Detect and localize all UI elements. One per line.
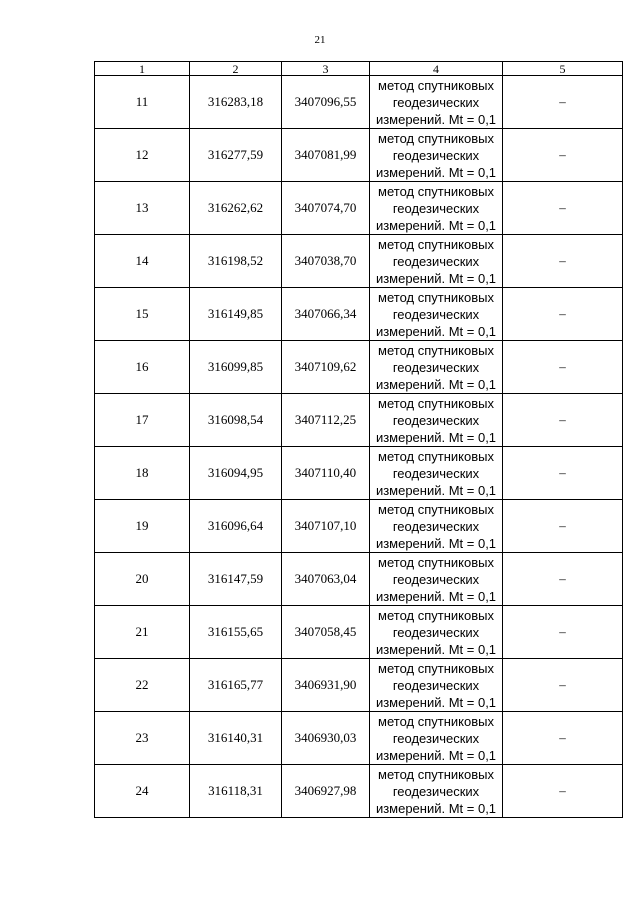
method-cell <box>370 606 503 659</box>
method-line: измерений. Mt = 0,1 <box>375 694 497 710</box>
note-cell: – <box>503 500 623 553</box>
table-row <box>95 288 623 341</box>
table-row <box>95 76 623 129</box>
y-coordinate-cell: 3407081,99 <box>282 129 370 182</box>
note-cell: – <box>503 712 623 765</box>
method-cell <box>370 500 503 553</box>
point-number-cell: 20 <box>95 553 190 606</box>
method-line: геодезических <box>392 465 480 481</box>
y-coordinate-cell: 3406931,90 <box>282 659 370 712</box>
point-number-cell: 18 <box>95 447 190 500</box>
note-cell: – <box>503 394 623 447</box>
column-header: 5 <box>503 62 623 76</box>
method-line: метод спутниковых <box>378 342 494 358</box>
table-header-row <box>95 62 623 76</box>
method-line: геодезических <box>392 147 480 163</box>
x-coordinate-cell: 316094,95 <box>190 447 282 500</box>
x-coordinate-cell: 316118,31 <box>190 765 282 818</box>
method-line: геодезических <box>392 200 480 216</box>
point-number-cell: 24 <box>95 765 190 818</box>
method-line: метод спутниковых <box>378 236 494 252</box>
note-cell: – <box>503 235 623 288</box>
x-coordinate-cell: 316149,85 <box>190 288 282 341</box>
point-number-cell: 16 <box>95 341 190 394</box>
x-coordinate-cell: 316198,52 <box>190 235 282 288</box>
method-line: измерений. Mt = 0,1 <box>375 535 497 551</box>
y-coordinate-cell: 3406927,98 <box>282 765 370 818</box>
table-row <box>95 447 623 500</box>
column-header: 1 <box>95 62 190 76</box>
column-header: 4 <box>370 62 503 76</box>
method-line: метод спутниковых <box>378 77 494 93</box>
x-coordinate-cell: 316140,31 <box>190 712 282 765</box>
x-coordinate-cell: 316277,59 <box>190 129 282 182</box>
coordinates-table <box>94 61 623 818</box>
method-line: измерений. Mt = 0,1 <box>375 482 497 498</box>
column-header: 2 <box>190 62 282 76</box>
method-line: геодезических <box>392 306 480 322</box>
x-coordinate-cell: 316096,64 <box>190 500 282 553</box>
method-line: геодезических <box>392 94 480 110</box>
note-cell: – <box>503 606 623 659</box>
method-line: измерений. Mt = 0,1 <box>375 800 497 816</box>
method-line: измерений. Mt = 0,1 <box>375 217 497 233</box>
method-line: метод спутниковых <box>378 501 494 517</box>
table-row <box>95 341 623 394</box>
note-cell: – <box>503 765 623 818</box>
method-line: геодезических <box>392 624 480 640</box>
method-line: геодезических <box>392 518 480 534</box>
method-line: измерений. Mt = 0,1 <box>375 747 497 763</box>
y-coordinate-cell: 3407110,40 <box>282 447 370 500</box>
x-coordinate-cell: 316098,54 <box>190 394 282 447</box>
y-coordinate-cell: 3407112,25 <box>282 394 370 447</box>
page-number: 21 <box>314 34 326 46</box>
method-cell <box>370 76 503 129</box>
method-line: измерений. Mt = 0,1 <box>375 164 497 180</box>
x-coordinate-cell: 316147,59 <box>190 553 282 606</box>
method-line: измерений. Mt = 0,1 <box>375 376 497 392</box>
method-line: метод спутниковых <box>378 395 494 411</box>
method-line: геодезических <box>392 730 480 746</box>
point-number-cell: 11 <box>95 76 190 129</box>
method-cell <box>370 182 503 235</box>
method-line: геодезических <box>392 253 480 269</box>
y-coordinate-cell: 3407096,55 <box>282 76 370 129</box>
method-cell <box>370 235 503 288</box>
y-coordinate-cell: 3406930,03 <box>282 712 370 765</box>
note-cell: – <box>503 288 623 341</box>
table-row <box>95 712 623 765</box>
table-row <box>95 765 623 818</box>
method-line: метод спутниковых <box>378 607 494 623</box>
table-row <box>95 606 623 659</box>
method-line: геодезических <box>392 783 480 799</box>
point-number-cell: 23 <box>95 712 190 765</box>
note-cell: – <box>503 447 623 500</box>
method-line: метод спутниковых <box>378 130 494 146</box>
method-line: измерений. Mt = 0,1 <box>375 323 497 339</box>
point-number-cell: 21 <box>95 606 190 659</box>
method-line: метод спутниковых <box>378 183 494 199</box>
note-cell: – <box>503 341 623 394</box>
note-cell: – <box>503 76 623 129</box>
note-cell: – <box>503 182 623 235</box>
method-line: метод спутниковых <box>378 448 494 464</box>
method-line: метод спутниковых <box>378 766 494 782</box>
y-coordinate-cell: 3407063,04 <box>282 553 370 606</box>
table-row <box>95 553 623 606</box>
y-coordinate-cell: 3407109,62 <box>282 341 370 394</box>
point-number-cell: 13 <box>95 182 190 235</box>
table-body <box>95 76 623 818</box>
y-coordinate-cell: 3407038,70 <box>282 235 370 288</box>
table-row <box>95 129 623 182</box>
point-number-cell: 12 <box>95 129 190 182</box>
method-cell <box>370 447 503 500</box>
method-line: измерений. Mt = 0,1 <box>375 588 497 604</box>
method-cell <box>370 553 503 606</box>
method-cell <box>370 659 503 712</box>
table-row <box>95 182 623 235</box>
note-cell: – <box>503 553 623 606</box>
method-cell <box>370 341 503 394</box>
x-coordinate-cell: 316262,62 <box>190 182 282 235</box>
table-row <box>95 500 623 553</box>
method-cell <box>370 765 503 818</box>
point-number-cell: 19 <box>95 500 190 553</box>
table-row <box>95 235 623 288</box>
note-cell: – <box>503 659 623 712</box>
point-number-cell: 17 <box>95 394 190 447</box>
y-coordinate-cell: 3407066,34 <box>282 288 370 341</box>
method-line: геодезических <box>392 359 480 375</box>
x-coordinate-cell: 316099,85 <box>190 341 282 394</box>
table-row <box>95 659 623 712</box>
method-line: геодезических <box>392 571 480 587</box>
y-coordinate-cell: 3407107,10 <box>282 500 370 553</box>
method-cell <box>370 712 503 765</box>
method-line: метод спутниковых <box>378 289 494 305</box>
method-cell <box>370 129 503 182</box>
method-line: метод спутниковых <box>378 554 494 570</box>
method-line: измерений. Mt = 0,1 <box>375 429 497 445</box>
point-number-cell: 15 <box>95 288 190 341</box>
column-header: 3 <box>282 62 370 76</box>
method-line: метод спутниковых <box>378 713 494 729</box>
x-coordinate-cell: 316283,18 <box>190 76 282 129</box>
method-line: геодезических <box>392 412 480 428</box>
point-number-cell: 22 <box>95 659 190 712</box>
y-coordinate-cell: 3407074,70 <box>282 182 370 235</box>
method-line: измерений. Mt = 0,1 <box>375 111 497 127</box>
method-line: измерений. Mt = 0,1 <box>375 270 497 286</box>
method-line: измерений. Mt = 0,1 <box>375 641 497 657</box>
method-cell <box>370 288 503 341</box>
x-coordinate-cell: 316155,65 <box>190 606 282 659</box>
method-line: геодезических <box>392 677 480 693</box>
point-number-cell: 14 <box>95 235 190 288</box>
table-row <box>95 394 623 447</box>
x-coordinate-cell: 316165,77 <box>190 659 282 712</box>
note-cell: – <box>503 129 623 182</box>
y-coordinate-cell: 3407058,45 <box>282 606 370 659</box>
method-cell <box>370 394 503 447</box>
method-line: метод спутниковых <box>378 660 494 676</box>
